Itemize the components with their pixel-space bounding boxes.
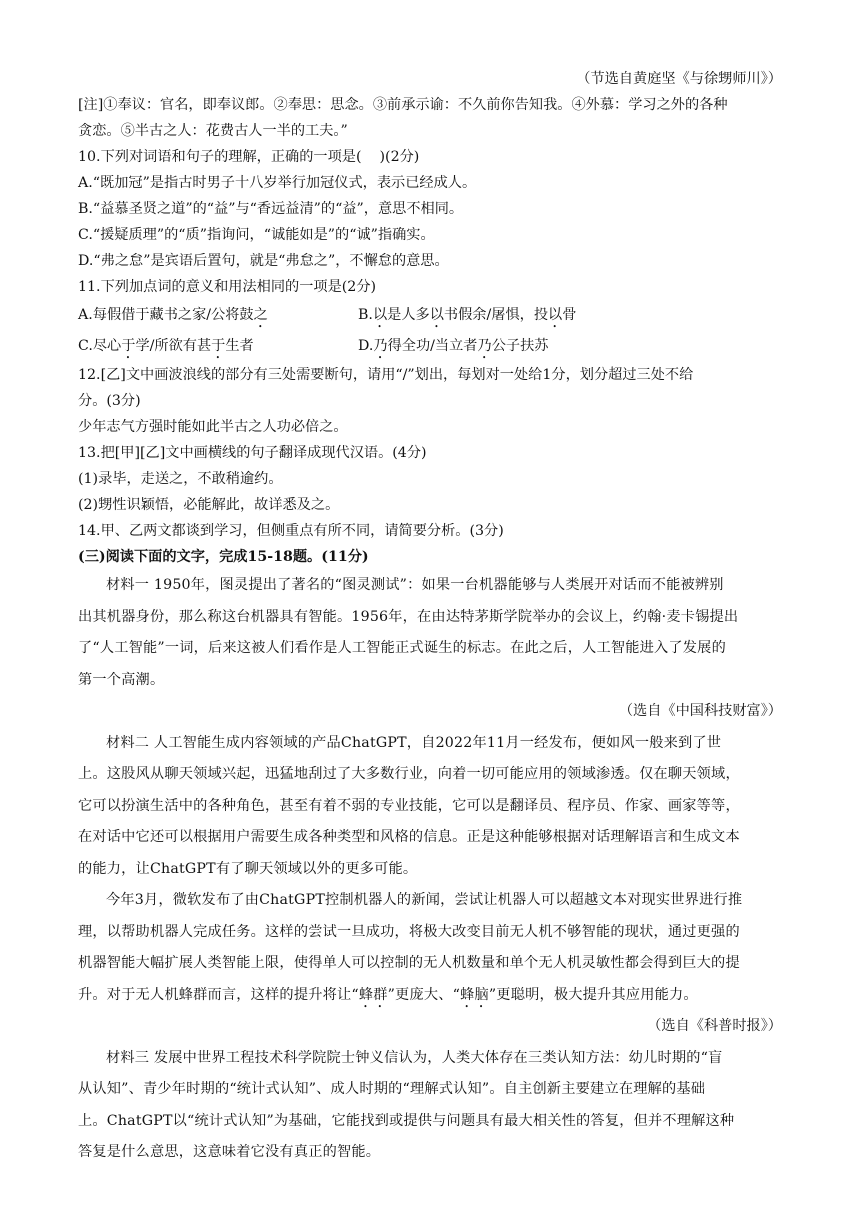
- q11-option-b: B.以是人多以书假余/屠惧，投以骨: [358, 307, 577, 323]
- notes-line-1: [注]①奉议：官名，即奉议郎。②奉思：思念。③前承示谕：不久前你告知我。④外慕：学习之外的各种: [78, 97, 728, 113]
- dotted-word: 之: [253, 307, 268, 323]
- q10-stem: 10.下列对词语和句子的理解，正确的一项是( )(2分): [78, 149, 420, 165]
- q14-stem: 14.甲、乙两文都谈到学习，但侧重点有所不同，请简要分析。(3分): [78, 523, 504, 539]
- material-3-line-1: 材料三 发展中世界工程技术科学院院士钟义信认为，人类大体存在三类认知方法：幼儿时期的“盲: [106, 1049, 723, 1066]
- dotted-word: 乃: [373, 338, 388, 354]
- material-1-line-3: 了“人工智能”一词，后来这被人们看作是人工智能正式诞生的标志。在此之后，人工智能进入了发展的: [78, 640, 726, 656]
- dotted-word: 于: [121, 338, 136, 354]
- material-3-line-2: 从认知”、青少年时期的“统计式认知”、成人时期的“理解式认知”。自主创新主要建立在理解的基础: [78, 1081, 706, 1097]
- material-1-line-4: 第一个高潮。: [78, 671, 165, 688]
- material-1-line-1: 材料一 1950年，图灵提出了著名的“图灵测试”：如果一台机器能够与人类展开对话而不能被辨别: [106, 577, 724, 593]
- q13-item-2: (2)甥性识颖悟，必能解此，故详悉及之。: [78, 497, 340, 513]
- q11-options-row-2: [78, 331, 782, 362]
- material-2-source: （选自《科普时报》）: [647, 1018, 782, 1034]
- material-2-line-2: 上。这股风从聊天领域兴起，迅猛地刮过了大多数行业，向着一切可能应用的领域渗透。仅在聊天领域，: [78, 766, 740, 782]
- q12-stem-2: 分。(3分): [78, 393, 141, 409]
- material-2-line-5: 的能力，让ChatGPT有了聊天领域以外的更多可能。: [78, 860, 418, 877]
- q10-option-c: C.“援疑质理”的“质”指询问，“诚能如是”的“诚”指确实。: [78, 227, 435, 243]
- dotted-word: 蜂脑: [460, 986, 489, 1003]
- material-2-line-4: 在对话中它还可以根据用户需要生成各种类型和风格的信息。正是这种能够根据对话理解语言和生成文本: [78, 829, 740, 845]
- material-2b-line-3: 机器智能大幅扩展人类智能上限，使得单人可以控制的无人机数量和单个无人机灵敏性都会得到巨大的提: [78, 955, 740, 971]
- material-2b-line-1: 今年3月，微软发布了由ChatGPT控制机器人的新闻，尝试让机器人可以超越文本对现实世界进行推: [106, 892, 743, 908]
- material-1-line-2: 出其机器身份，那么称这台机器具有智能。1956年，在由达特茅斯学院举办的会议上，约翰·麦卡锡提出: [78, 608, 739, 625]
- q13-stem: 13.把[甲][乙]文中画横线的句子翻译成现代汉语。(4分): [78, 445, 427, 461]
- material-2-line-3: 它可以扮演生活中的各种角色，甚至有着不弱的专业技能，它可以是翻译员、程序员、作家、画家等等，: [78, 797, 740, 814]
- dotted-word: 蜂群: [358, 986, 388, 1003]
- material-3-line-4: 答复是什么意思，这意味着它没有真正的智能。: [78, 1144, 381, 1160]
- section-3-title: (三)阅读下面的文字，完成15-18题。(11分): [78, 549, 369, 565]
- q13-item-1: (1)录毕，走送之，不敢稍逾约。: [78, 471, 283, 487]
- material-2b-line-2: 理，以帮助机器人完成任务。这样的尝试一旦成功，将极大改变目前无人机不够智能的现状，通过更强的: [78, 923, 740, 940]
- q12-sentence: 少年志气方强时能如此半古之人功必倍之。: [78, 419, 348, 435]
- source-citation-top: （节选自黄庭坚《与徐甥师川》）: [576, 71, 782, 87]
- dotted-word: 于: [211, 338, 226, 354]
- q11-stem: 11.下列加点词的意义和用法相同的一项是(2分): [78, 279, 377, 295]
- dotted-word: 乃: [477, 338, 492, 354]
- material-2-line-1: 材料二 人工智能生成内容领域的产品ChatGPT，自2022年11月一经发布，便如风一般来到了世: [106, 734, 722, 751]
- q10-option-a: A.“既加冠”是指古时男子十八岁举行加冠仪式，表示已经成人。: [78, 175, 477, 191]
- q11-option-c: C.尽心于学/所欲有甚于生者: [78, 338, 254, 354]
- q11-option-a: A.每假借于藏书之家/公将鼓之: [78, 307, 268, 323]
- q11-option-d: D.乃得全功/当立者乃公子扶苏: [358, 338, 549, 354]
- material-3-line-3: 上。ChatGPT以“统计式认知”为基础，它能找到或提供与问题具有最大相关性的答复，但并不理解这种: [78, 1112, 735, 1129]
- notes-line-2: 贪恋。⑤半古之人：花费古人一半的工夫。”: [78, 123, 348, 139]
- q12-stem-1: 12.[乙]文中画波浪线的部分有三处需要断句，请用“/”划出，每划对一处给1分，划分超过三处不给: [78, 367, 694, 383]
- dotted-word: 以: [372, 307, 388, 323]
- material-2b-line-4: 升。对于无人机蜂群而言，这样的提升将让“蜂群”更庞大、“蜂脑”更聪明，极大提升其应用能力。: [78, 986, 698, 1003]
- q11-options-row-1: [78, 300, 782, 331]
- dotted-word: 以: [429, 307, 444, 323]
- material-1-source: （选自《中国科技财富》）: [618, 703, 782, 719]
- q10-option-d: D.“弗之怠”是宾语后置句，就是“弗怠之”，不懈怠的意思。: [78, 253, 449, 269]
- dotted-word: 以: [548, 307, 563, 323]
- exam-page: [78, 66, 782, 1169]
- q10-option-b: B.“益慕圣贤之道”的“益”与“香远益清”的“益”，意思不相同。: [78, 201, 464, 217]
